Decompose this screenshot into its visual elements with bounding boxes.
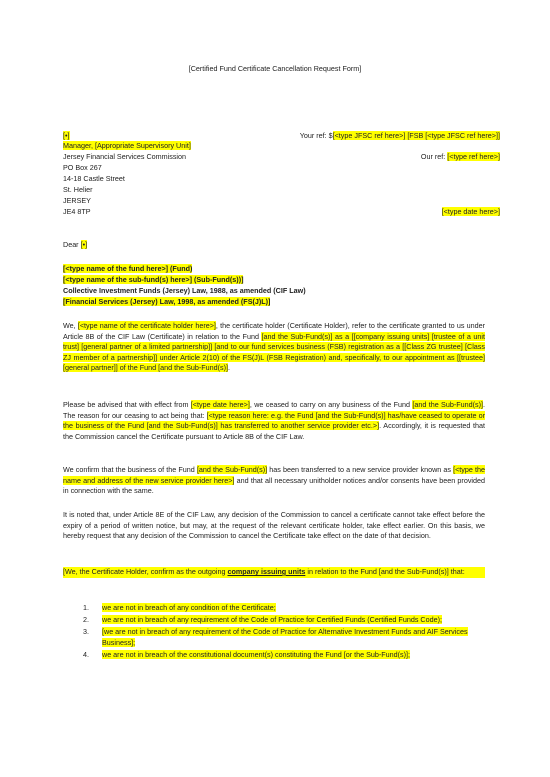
paragraph-certificate-holder: We, [<type name of the certificate holder here>], the certificate holder (Certificate Holder), refer to the certificate granted to us under Article 8B of the CIF Law (Certificate) in relation to the Fund [and the Sub-Fund(s)] as a [[company issuing units] [trustee of a unit trust] [general partner of a limited partnership]] [and to our fund services business (FSB) registration as a [[Class ZG trustee] [Class ZJ member of a partnership]] under Article 2(10) of the FS(J)L (FSB Registration) and, specifically, to our appointment as [[trustee] [general partner]] of the Fund [and the Sub-Fund(s)]. xyxy=(63,321,485,372)
address-line: JERSEY xyxy=(63,196,91,205)
addressee-manager: Manager, [Appropriate Supervisory Unit] xyxy=(63,141,191,150)
paragraph-transfer: We confirm that the business of the Fund [and the Sub-Fund(s)] has been transferred to a new service provider known as [<type the name and address of the new service provider here>] and that all necessary unitholder notices and/or consents have been provided in connection with the same. xyxy=(63,465,486,495)
addressee-bullet xyxy=(63,131,70,141)
paragraph-confirmation: [We, the Certificate Holder, confirm as the outgoing company issuing units in relation to the Fund [and the Sub-Fund(s)] that: xyxy=(63,567,485,578)
address-line: JE4 8TP xyxy=(63,207,91,216)
addressee-placeholder: [•] xyxy=(63,131,70,140)
address-line: PO Box 267 xyxy=(63,163,102,172)
our-ref: Our ref: [<type ref here>] xyxy=(420,152,500,161)
subject-subfund: [<type name of the sub-fund(s) here>] (Sub-Fund(s))] xyxy=(63,275,244,284)
subject-law-cif: Collective Investment Funds (Jersey) Law, 1988, as amended (CIF Law) xyxy=(63,286,306,295)
address-line: 14-18 Castle Street xyxy=(63,174,125,183)
list-item: 1. we are not in breach of any condition of the Certificate; xyxy=(83,603,276,612)
your-ref: Your ref: $[<type JFSC ref here>] [FSB [<type JFSC ref here>]] xyxy=(299,131,500,140)
list-item: 2. we are not in breach of any requirement of the Code of Practice for Certified Funds (Certified Funds Code); xyxy=(83,615,442,624)
salutation: Dear [•] xyxy=(63,240,88,249)
paragraph-cessation: Please be advised that with effect from [<type date here>], we ceased to carry on any business of the Fund [and the Sub-Fund(s)]. The reason for our ceasing to act being that: [<type reason here: e.g. the Fund [and the Sub-Fund(s)] has/have ceased to operate or the business of the Fund [and the Sub-Fund(s)] has transferred to another service provider etc.>]. Accordingly, it is requested that the Commission cancel the Certificate pursuant to Article 8B of the CIF Law. xyxy=(63,400,485,441)
subject-fund: [<type name of the fund here>] (Fund) xyxy=(63,264,193,273)
form-title: [Certified Fund Certificate Cancellation Request Form] xyxy=(188,64,362,73)
list-item: 4. we are not in breach of the constitutional document(s) constituting the Fund [or the Sub-Fund(s)]; xyxy=(83,649,411,659)
address-line: Jersey Financial Services Commission xyxy=(63,152,187,161)
subject-law-fsjl: [Financial Services (Jersey) Law, 1998, as amended (FS(J)L)] xyxy=(63,297,271,306)
confirmation-list xyxy=(63,603,485,662)
paragraph-article-8e: It is noted that, under Article 8E of the CIF Law, any decision of the Commission to cancel a certificate cannot take effect before the expiry of a period of written notice, but may, at the request of the relevant certificate holder, take effect earlier. On this basis, we hereby request that any decision of the Commission to cancel the Certificate take effect on the date of that decision. xyxy=(63,510,485,540)
address-line: St. Helier xyxy=(63,185,93,194)
letter-date: [<type date here>] xyxy=(441,207,500,216)
list-item: 3. [we are not in breach of any requirement of the Code of Practice for Alternative Investment Funds and AIF Services Business]; xyxy=(83,627,468,647)
